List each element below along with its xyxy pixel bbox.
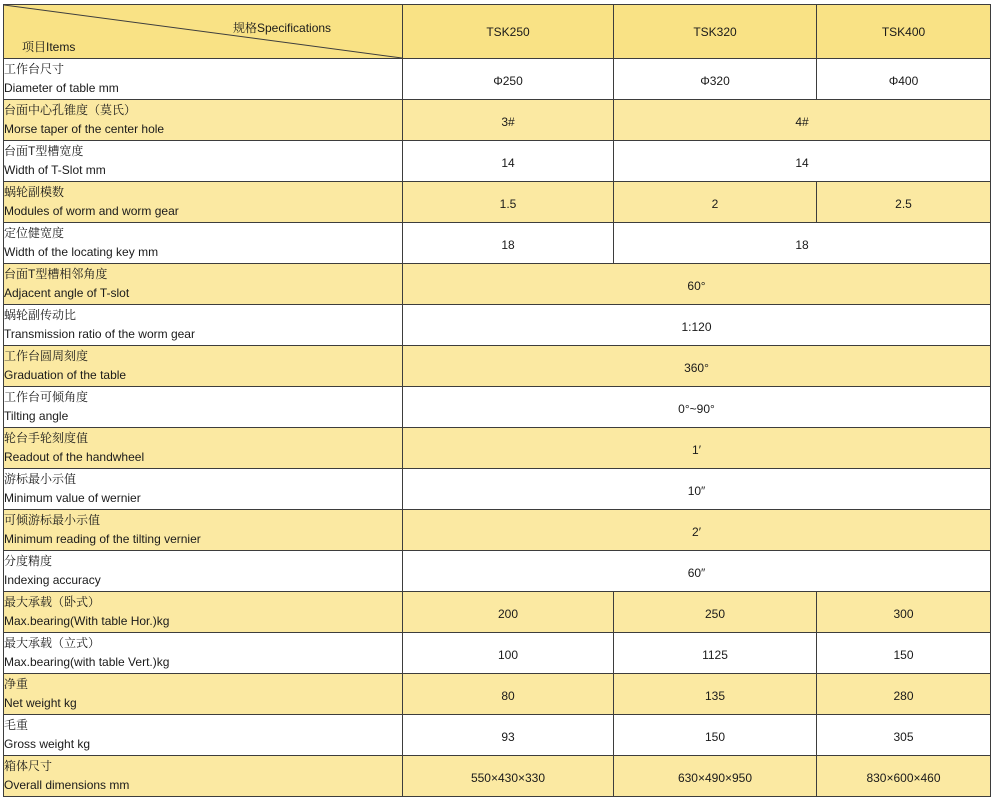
table-row	[4, 59, 991, 100]
cell-value: 200	[497, 607, 519, 621]
row-label	[4, 182, 403, 223]
cell-value: 10″	[687, 484, 706, 498]
value-cell	[817, 756, 991, 797]
specifications-label: 规格Specifications	[233, 21, 332, 35]
spec-table-container	[3, 4, 991, 797]
table-row	[4, 469, 991, 510]
item-name-zh: 蜗轮副传动比	[4, 308, 77, 322]
value-cell	[403, 387, 991, 428]
header-corner-cell	[4, 5, 403, 59]
value-cell	[817, 182, 991, 223]
value-cell	[403, 469, 991, 510]
row-label	[4, 633, 403, 674]
value-cell	[403, 141, 614, 182]
item-name-en: Max.bearing(with table Vert.)kg	[4, 655, 170, 669]
table-row	[4, 592, 991, 633]
table-row	[4, 182, 991, 223]
cell-value: Φ320	[700, 74, 730, 88]
table-row	[4, 674, 991, 715]
cell-value: Φ400	[888, 74, 919, 88]
cell-value: 830×600×460	[866, 771, 941, 785]
item-name-zh: 分度精度	[4, 554, 53, 568]
item-name-en: Modules of worm and worm gear	[4, 204, 179, 218]
value-cell	[614, 715, 817, 756]
item-name-en: Width of the locating key mm	[4, 245, 159, 259]
value-cell	[614, 141, 991, 182]
item-name-zh: 台面T型槽宽度	[4, 144, 84, 158]
value-cell	[614, 756, 817, 797]
row-label	[4, 223, 403, 264]
item-name-en: Morse taper of the center hole	[4, 122, 165, 136]
table-row	[4, 305, 991, 346]
cell-value: 630×490×950	[677, 771, 753, 785]
value-cell	[614, 223, 991, 264]
table-row	[4, 141, 991, 182]
value-cell	[614, 59, 817, 100]
table-row	[4, 346, 991, 387]
value-cell	[403, 633, 614, 674]
item-name-zh: 箱体尺寸	[4, 759, 53, 773]
value-cell	[403, 182, 614, 223]
cell-value: 150	[704, 730, 726, 744]
cell-value: 300	[893, 607, 914, 621]
item-name-zh: 最大承载（立式）	[4, 636, 101, 650]
value-cell	[817, 633, 991, 674]
value-cell	[817, 592, 991, 633]
row-label	[4, 674, 403, 715]
value-cell	[614, 633, 817, 674]
table-row	[4, 756, 991, 797]
cell-value: 1125	[702, 648, 728, 662]
table-row	[4, 715, 991, 756]
item-name-zh: 定位健宽度	[4, 226, 65, 240]
row-label	[4, 756, 403, 797]
row-label	[4, 59, 403, 100]
value-cell	[817, 674, 991, 715]
value-cell	[403, 551, 991, 592]
model-header-tsk400: TSK400	[817, 5, 991, 59]
item-name-en: Max.bearing(With table Hor.)kg	[4, 614, 170, 628]
cell-value: 60″	[687, 566, 706, 580]
cell-value: 1′	[692, 443, 701, 457]
cell-value: 18	[795, 238, 809, 252]
value-cell	[614, 592, 817, 633]
item-name-en: Tilting angle	[4, 409, 69, 423]
item-name-zh: 毛重	[4, 718, 29, 732]
cell-value: 4#	[795, 115, 809, 129]
cell-value: 550×430×330	[470, 771, 546, 785]
value-cell	[403, 59, 614, 100]
row-label	[4, 100, 403, 141]
row-label	[4, 428, 403, 469]
table-row	[4, 428, 991, 469]
cell-value: 60°	[687, 279, 706, 293]
value-cell	[817, 59, 991, 100]
item-name-en: Overall dimensions mm	[4, 778, 130, 792]
value-cell	[614, 674, 817, 715]
row-label	[4, 387, 403, 428]
cell-value: 18	[501, 238, 515, 252]
cell-value: 360°	[684, 361, 709, 375]
value-cell	[614, 100, 991, 141]
item-name-en: Gross weight kg	[4, 737, 91, 751]
cell-value: 135	[704, 689, 726, 703]
model-header-tsk250: TSK250	[403, 5, 614, 59]
row-label	[4, 469, 403, 510]
model-header-tsk320: TSK320	[614, 5, 817, 59]
item-name-en: Width of T-Slot mm	[4, 163, 106, 177]
item-name-en: Adjacent angle of T-slot	[4, 286, 130, 300]
row-label	[4, 592, 403, 633]
cell-value: 93	[501, 730, 515, 744]
item-name-zh: 净重	[4, 677, 29, 691]
specification-table	[3, 4, 991, 797]
table-row	[4, 100, 991, 141]
table-row	[4, 387, 991, 428]
items-label: 项目Items	[22, 40, 76, 54]
row-label	[4, 141, 403, 182]
row-label	[4, 715, 403, 756]
cell-value: 2.5	[895, 197, 912, 211]
item-name-zh: 可倾游标最小示值	[4, 513, 101, 527]
item-name-en: Minimum value of wernier	[4, 491, 141, 505]
table-row	[4, 223, 991, 264]
item-name-zh: 工作台圆周刻度	[4, 349, 89, 363]
item-name-zh: 最大承载（卧式）	[4, 595, 101, 609]
value-cell	[403, 346, 991, 387]
item-name-zh: 台面T型槽相邻角度	[4, 267, 108, 281]
row-label	[4, 346, 403, 387]
value-cell	[403, 223, 614, 264]
header-row	[4, 5, 991, 59]
table-row	[4, 510, 991, 551]
value-cell	[403, 674, 614, 715]
item-name-en: Diameter of table mm	[4, 81, 119, 95]
value-cell	[403, 715, 614, 756]
cell-value: 14	[795, 156, 809, 170]
item-name-zh: 台面中心孔锥度（莫氏）	[4, 103, 137, 117]
item-name-en: Indexing accuracy	[4, 573, 101, 587]
value-cell	[614, 182, 817, 223]
row-label	[4, 305, 403, 346]
row-label	[4, 551, 403, 592]
cell-value: 0°~90°	[678, 402, 715, 416]
value-cell	[403, 264, 991, 305]
table-row	[4, 633, 991, 674]
table-row	[4, 551, 991, 592]
item-name-en: Minimum reading of the tilting vernier	[4, 532, 201, 546]
item-name-zh: 工作台可倾角度	[4, 390, 89, 404]
cell-value: 150	[893, 648, 914, 662]
cell-value: 1:120	[681, 320, 712, 334]
cell-value: 280	[893, 689, 914, 703]
cell-value: 80	[501, 689, 515, 703]
cell-value: 1.5	[499, 197, 517, 211]
value-cell	[403, 100, 614, 141]
row-label	[4, 510, 403, 551]
value-cell	[403, 428, 991, 469]
value-cell	[403, 592, 614, 633]
cell-value: 3#	[501, 115, 515, 129]
item-name-en: Net weight kg	[4, 696, 77, 710]
item-name-zh: 蜗轮副模数	[4, 185, 65, 199]
item-name-en: Transmission ratio of the worm gear	[4, 327, 195, 341]
cell-value: 100	[497, 648, 519, 662]
cell-value: 305	[893, 730, 914, 744]
item-name-zh: 工作台尺寸	[4, 62, 65, 76]
value-cell	[403, 756, 614, 797]
table-row	[4, 264, 991, 305]
cell-value: 2	[711, 197, 719, 211]
cell-value: 14	[501, 156, 515, 170]
row-label	[4, 264, 403, 305]
cell-value: 250	[704, 607, 726, 621]
value-cell	[403, 305, 991, 346]
cell-value: 2′	[692, 525, 701, 539]
item-name-zh: 游标最小示值	[4, 472, 77, 486]
item-name-en: Graduation of the table	[4, 368, 127, 382]
value-cell	[403, 510, 991, 551]
item-name-zh: 轮台手轮刻度值	[4, 431, 89, 445]
cell-value: Φ250	[493, 74, 523, 88]
value-cell	[817, 715, 991, 756]
item-name-en: Readout of the handwheel	[4, 450, 145, 464]
